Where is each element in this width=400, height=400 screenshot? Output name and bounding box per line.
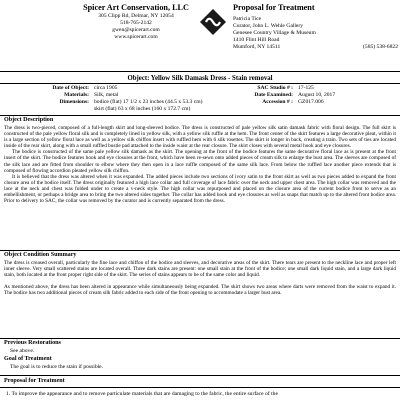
- info-label: Date Examined:: [254, 92, 293, 99]
- condition-paragraph: As mentioned above, the dress has been altered in appearance while simultaneously being expanded. The skirt shows two areas where darts were removed from the waist to expand it. The bodice has two additional pieces of cream silk fabric added to each side of the front opening to accommodate a larger bust area.: [4, 284, 396, 297]
- header-divider: [0, 71, 400, 72]
- client-organization: Genesee Country Village & Museum: [233, 30, 316, 36]
- previous-restorations-heading: Previous Restorations: [4, 340, 61, 346]
- object-info-right: [218, 85, 335, 106]
- description-paragraph: The dress is two-pieced, composed of a full-length skirt and long-sleeved bodice. The dress is constructed of pale yellow silk satin damask fabric with floral design. The full skirt is constructed of the pale yellow floral silk and is completely lined in yellow silk, with a yellow silk ruffle at the hem. The front center of the skirt features a large decorative pleat, within it is a large section of yellow floral lace as well as a yellow silk chiffon insert with ruffled hem with 6 silk rosettes. The skirt is longer in back, creating a train. Two sets of ties are located inside of the rear skirt, along with a small ruffled bustle pad attached to the inside waist at the rear closure. The skirt closes with several metal hook and eye closures.: [4, 125, 396, 150]
- info-value: circa 1905: [94, 85, 118, 91]
- info-row-accession: [218, 99, 335, 106]
- condition-divider: [0, 338, 400, 339]
- goal-divider: [0, 375, 400, 376]
- info-value: GZ017.006: [298, 99, 324, 106]
- info-row-studio-number: [218, 85, 335, 92]
- condition-heading: Object Condition Summary: [4, 252, 77, 258]
- info-value: Silk, metal: [94, 92, 119, 99]
- treatment-divider: [0, 387, 400, 388]
- organization-phone: 518-765-2142: [120, 20, 152, 26]
- info-row-date: [4, 85, 202, 92]
- client-phone: (585) 538-6822: [363, 44, 398, 50]
- info-value: August 10, 2017: [298, 92, 336, 99]
- condition-paragraph: The dress is creased overall, particularly the fine lace and chiffon of the bodice and sleeves, and decorative areas of the skirt. There tears are present to the neckline lace and proper left inner sleeve. Very small scattered stains are located overall. Three dark stains are present: one small stain at the front of the bodice; one small dark liquid stain, and a large dark liquid stain, both located at the front proper right side of the skirt. The series of stains appears to be of the same color and liquid.: [4, 260, 396, 279]
- client-city: Mumford, NY 14511: [233, 44, 281, 50]
- info-row-dimensions-skirt: [4, 106, 202, 113]
- description-paragraph: It is believed that the dress was altered when it was expanded. The added pieces include two sections of ivory satin to the front skirt as well as two pieces added to expand the front closure area of the bodice itself. The dress originally featured a high lace collar and full coverage of lace fabric over the neck and upper chest area. The high collar was removed and the lace at the neck and chest was folded under to create a v-neck style. The high collar was repurposed and placed on the closure area of the current bodice front to serve as an embellishment, or perhaps a bridge area to bring the two altered sides together. The collar has added hook and eye closures as well as snaps that match up to the altered front bodice area. Prior to delivery to SAC, the collar was removed by the curator and is currently separated from the dress.: [4, 173, 396, 205]
- info-value: skirt (flat) 63 x 68 inches (160 x 172.7 cm): [94, 106, 191, 113]
- client-street: 1410 Flint Hill Road: [233, 37, 280, 43]
- description-divider: [0, 250, 400, 251]
- description-paragraph: The bodice is constructed of the same pale yellow silk damask as the skirt. The opening at the front of the bodice features the same decorative floral lace as is present at the front insert of the skirt. The bodice features hook and eye closures at the front, which have been re-sewn onto added pieces of cream silk to enlarge the bust area. The sleeves are composed of the silk lace and are fitted from shoulder to elbow where they then open in a lace ruffle composed of the same silk lace. From below the ruffled lace another piece extends that is composed of flowing accordion pleated yellow silk chiffon.: [4, 149, 396, 174]
- info-label: Materials:: [64, 92, 89, 99]
- description-text: [4, 125, 396, 248]
- previous-restorations-text: See above.: [10, 348, 35, 354]
- organization-address: 305 Clipp Rd, Delmar, NY 12054: [98, 13, 174, 19]
- info-label: [4, 106, 94, 113]
- treatment-heading: Proposal for Treatment: [4, 378, 65, 384]
- organization-logo: [199, 8, 227, 41]
- info-divider: [0, 115, 400, 116]
- object-title-divider: [0, 83, 400, 84]
- info-label: Accession # :: [262, 99, 293, 106]
- info-label: SAC Studio # :: [257, 85, 293, 91]
- goal-heading: Goal of Treatment: [4, 356, 52, 362]
- document-header: [0, 0, 400, 70]
- client-name: Patricia Tice: [233, 16, 262, 22]
- goal-text: The goal is to reduce the stain if possible.: [10, 364, 104, 370]
- info-label: Dimensions:: [59, 99, 89, 106]
- condition-text: [4, 260, 396, 336]
- object-info-left: [4, 85, 202, 113]
- description-heading: Object Description: [4, 117, 54, 123]
- proposal-block: [233, 3, 398, 51]
- info-value: bodice (flat) 17 1/2 x 23 inches (44.5 x 53.3 cm): [94, 99, 203, 106]
- info-label: Date of Object:: [52, 85, 89, 91]
- info-value: 17-125: [298, 85, 314, 91]
- organization-website: www.spicerart.com: [114, 34, 158, 40]
- object-title: Object: Yellow Silk Damask Dress - Stain removal: [127, 75, 273, 82]
- diamond-logo-icon: [199, 8, 227, 36]
- organization-name: Spicer Art Conservation, LLC: [83, 3, 189, 12]
- client-city-row: [233, 44, 398, 51]
- info-row-date-examined: [218, 92, 335, 99]
- proposal-title: Proposal for Treatment: [233, 3, 315, 12]
- treatment-list-item: 1. To improve the appearance and to remove particulate materials that are damaging to the fabric, the entire surface of the: [6, 391, 278, 397]
- organization-block: [62, 3, 210, 41]
- client-title: Curator, John L. Wehle Gallery: [233, 23, 304, 29]
- organization-email: gwen@spicerart.com: [112, 27, 160, 33]
